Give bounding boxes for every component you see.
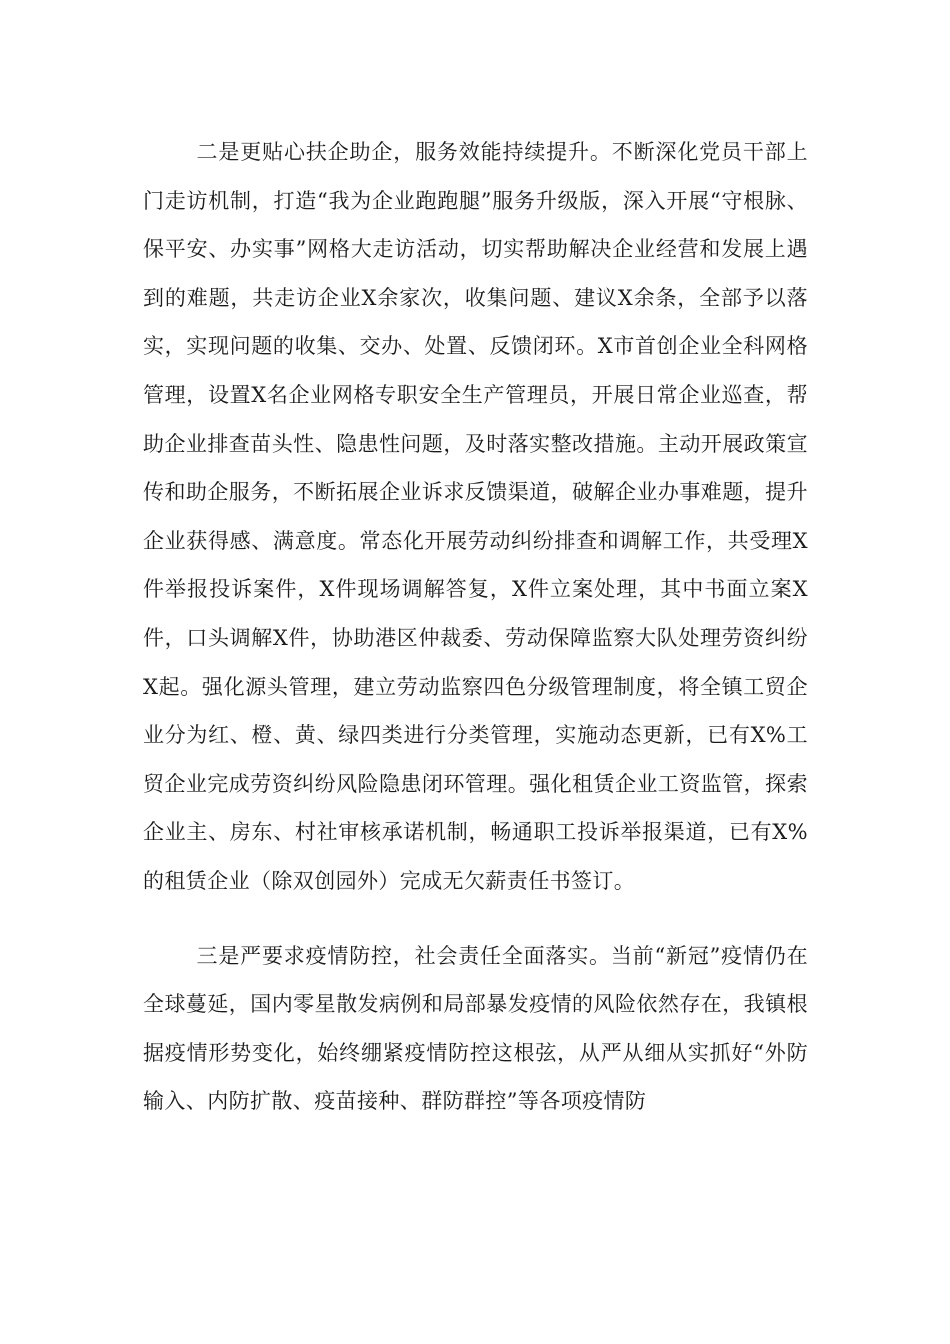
document-body: [143, 128, 808, 1126]
paragraph-enterprise-services: 二是更贴心扶企助企，服务效能持续提升。不断深化党员干部上门走访机制，打造“我为企业跑跑腿”服务升级版，深入开展“守根脉、保平安、办实事”网格大走访活动，切实帮助解决企业经营和发展上遇到的难题，共走访企业X余家次，收集问题、建议X余条，全部予以落实，实现问题的收集、交办、处置、反馈闭环。X市首创企业全科网格管理，设置X名企业网格专职安全生产管理员，开展日常企业巡查，帮助企业排查苗头性、隐患性问题，及时落实整改措施。主动开展政策宣传和助企服务，不断拓展企业诉求反馈渠道，破解企业办事难题，提升企业获得感、满意度。常态化开展劳动纠纷排查和调解工作，共受理X件举报投诉案件，X件现场调解答复，X件立案处理，其中书面立案X件，口头调解X件，协助港区仲裁委、劳动保障监察大队处理劳资纠纷X起。强化源头管理，建立劳动监察四色分级管理制度，将全镇工贸企业分为红、橙、黄、绿四类进行分类管理，实施动态更新，已有X%工贸企业完成劳资纠纷风险隐患闭环管理。强化租赁企业工资监管，探索企业主、房东、村社审核承诺机制，畅通职工投诉举报渠道，已有X%的租赁企业（除双创园外）完成无欠薪责任书签订。: [143, 140, 808, 893]
paragraph-epidemic-control: 三是严要求疫情防控，社会责任全面落实。当前“新冠”疫情仍在全球蔓延，国内零星散发病例和局部暴发疫情的风险依然存在，我镇根据疫情形势变化，始终绷紧疫情防控这根弦，从严从细从实抓好“外防输入、内防扩散、疫苗接种、群防群控”等各项疫情防: [143, 943, 808, 1114]
